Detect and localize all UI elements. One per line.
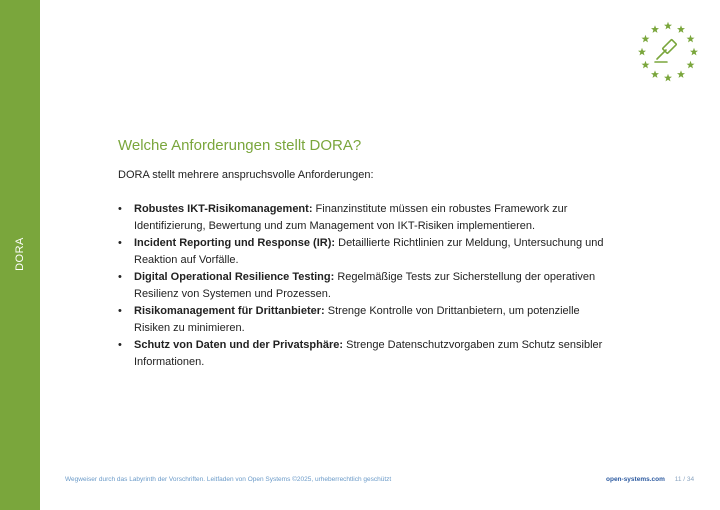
list-item-text: Strenge Datenschutzvorgaben zum Schutz sensibler Informationen. — [134, 339, 603, 368]
list-item — [118, 201, 618, 235]
list-item — [118, 269, 618, 303]
star-icon — [664, 22, 672, 30]
requirements-list — [118, 201, 618, 371]
list-item-term: Digital Operational Resilience Testing: — [134, 271, 335, 283]
list-item-term: Schutz von Daten und der Privatsphäre: — [134, 339, 344, 351]
bullet-icon: • — [118, 339, 122, 351]
footer-right — [606, 476, 694, 483]
intro-text: DORA stellt mehrere anspruchsvolle Anforderungen: — [118, 169, 374, 181]
bullet-icon: • — [118, 237, 122, 249]
list-item-term: Robustes IKT-Risikomanagement: — [134, 203, 313, 215]
list-item-text: Finanzinstitute müssen ein robustes Framework zur Identifizierung, Bewertung und zum Management von IKT-Risiken implementieren. — [134, 203, 568, 232]
star-icon — [690, 48, 698, 56]
star-icon — [664, 74, 672, 82]
gavel-stars-icon — [636, 20, 700, 84]
star-icon — [651, 70, 659, 78]
sidebar — [0, 0, 40, 510]
footer-copyright: Wegweiser durch das Labyrinth der Vorschriften. Leitfaden von Open Systems ©2025, urheberrechtlich geschützt — [65, 476, 392, 483]
bullet-icon: • — [118, 305, 122, 317]
list-item-text: Detaillierte Richtlinien zur Meldung, Untersuchung und Reaktion auf Vorfälle. — [134, 237, 604, 266]
list-item-text: Regelmäßige Tests zur Sicherstellung der operativen Resilienz von Systemen und Prozessen. — [134, 271, 596, 300]
list-item — [118, 303, 618, 337]
bullet-icon: • — [118, 271, 122, 283]
star-icon — [641, 61, 649, 69]
star-icon — [687, 35, 695, 43]
star-icon — [641, 35, 649, 43]
list-item-term: Incident Reporting und Response (IR): — [134, 237, 336, 249]
page-number: 11 / 34 — [674, 476, 695, 483]
star-icon — [687, 61, 695, 69]
sidebar-label: DORA — [14, 237, 26, 271]
star-icon — [677, 70, 685, 78]
list-item — [118, 235, 618, 269]
page-title: Welche Anforderungen stellt DORA? — [118, 137, 362, 154]
star-icon — [651, 25, 659, 33]
star-icon — [638, 48, 646, 56]
bullet-icon: • — [118, 203, 122, 215]
footer-website-link[interactable]: open-systems.com — [606, 476, 665, 483]
star-icon — [677, 25, 685, 33]
list-item-text: Strenge Kontrolle von Drittanbietern, um potenzielle Risiken zu minimieren. — [134, 305, 580, 334]
list-item — [118, 337, 618, 371]
list-item-term: Risikomanagement für Drittanbieter: — [134, 305, 325, 317]
